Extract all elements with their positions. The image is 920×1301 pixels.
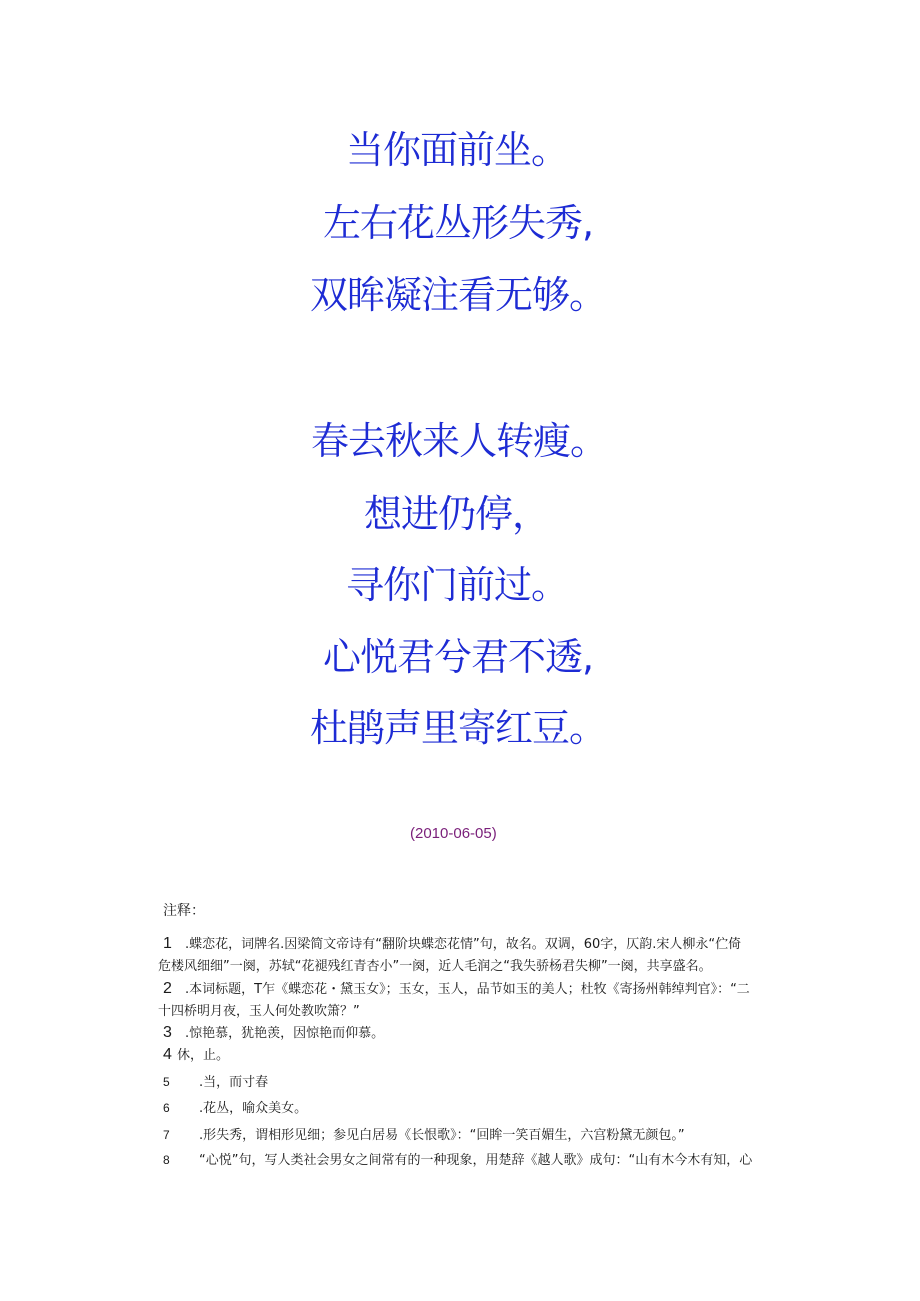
note-item-8 [163, 1149, 803, 1172]
note-text: 休，止。 [177, 1048, 230, 1063]
note-number: 3 [163, 1024, 172, 1041]
note-text: .花丛，喻众美女。 [199, 1101, 308, 1116]
poem-line-1: 当你面前坐。 [346, 128, 569, 172]
poem-line-8: 杜鹃声里寄红豆。 [310, 706, 607, 750]
poem-line-3: 双眸凝注看无够。 [310, 273, 607, 317]
poem-line-2: 左右花丛形失秀, [323, 201, 594, 245]
note-text: .本词标题，T乍《蝶恋花・黛玉女》；玉女，玉人，品节如玉的美人；杜牧《寄扬州韩绰判官》：“二 [185, 982, 750, 997]
note-item-2 [158, 978, 803, 1023]
poem-line-5: 想进仍停， [364, 492, 550, 536]
note-item-6 [163, 1097, 803, 1120]
note-item-4 [163, 1044, 803, 1067]
note-number: 4 [163, 1046, 172, 1063]
poem-line-6: 寻你门前过。 [346, 563, 569, 607]
note-text: .形失秀，谓相形见细；参见白居易《长恨歌》：“回眸一笑百媚生，六宫粉黛无颜包。” [199, 1128, 685, 1143]
poem-line-7: 心悦君兮君不透, [323, 635, 594, 679]
notes-heading: 注释： [163, 903, 205, 919]
note-number: 1 [163, 935, 172, 952]
note-text: .蝶恋花，词牌名.因梁简文帝诗有“翻阶块蝶恋花情”句，故名。双调，60字，仄韵.宋人柳永“伫倚 [185, 937, 742, 952]
note-number: 5 [163, 1075, 170, 1089]
note-text: “心悦”句，写人类社会男女之间常有的一种现象，用楚辞《越人歌》成句：“山有木今木有知，心 [199, 1153, 753, 1168]
note-item-5 [163, 1071, 803, 1094]
note-text: .当，而寸春 [199, 1075, 269, 1090]
note-item-3 [163, 1022, 803, 1045]
note-text: .惊艳慕，犹艳羡，因惊艳而仰慕。 [185, 1026, 385, 1041]
note-number: 7 [163, 1128, 170, 1142]
poem-date: (2010-06-05) [410, 825, 497, 842]
note-continuation: 十四桥明月夜，玉人何处教吹箫？” [158, 1004, 360, 1019]
note-item-1 [158, 933, 803, 978]
poem-line-4: 春去秋来人转瘦。 [311, 419, 608, 463]
note-number: 2 [163, 980, 172, 997]
note-number: 8 [163, 1153, 170, 1167]
note-item-7 [163, 1124, 803, 1147]
note-number: 6 [163, 1101, 170, 1115]
note-continuation: 危楼风细细”一阕，苏轼“花褪残红青杏小”一阕，近人毛润之“我失骄杨君失柳”一阕，共享盛名。 [158, 959, 712, 974]
